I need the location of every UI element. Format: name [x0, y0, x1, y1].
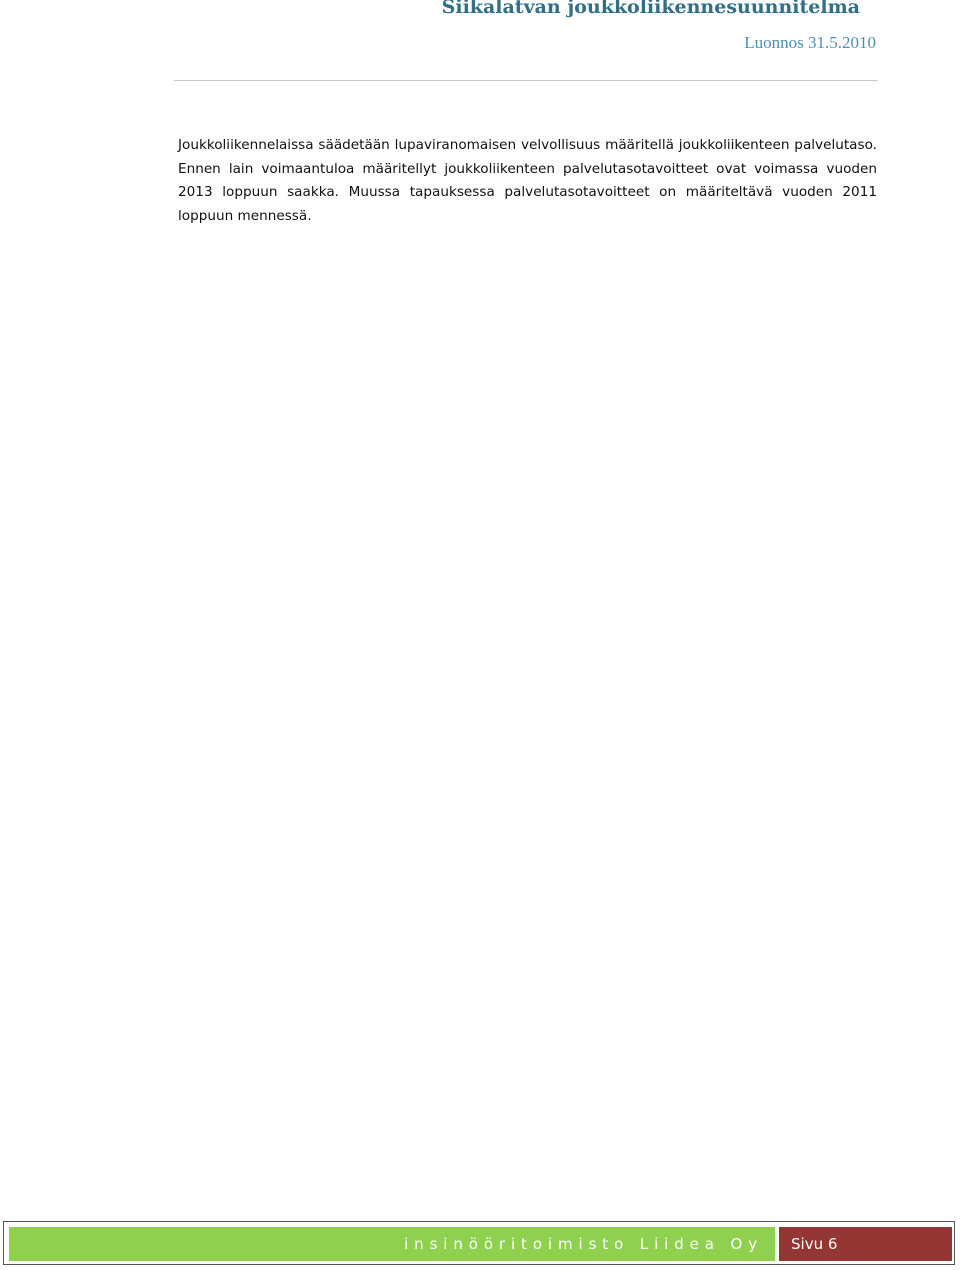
- footer-company-bar: [9, 1227, 775, 1261]
- header-divider: [174, 80, 878, 81]
- footer-page-bar: [779, 1227, 952, 1261]
- document-version: Luonnos 31.5.2010: [744, 33, 876, 52]
- body-paragraph: Joukkoliikennelaissa säädetään lupaviranomaisen velvollisuus määritellä joukkoliikenteen palvelutaso. Ennen lain voimaantuloa määritellyt joukkoliikenteen palvelutasotavoitteet ovat voimassa vuoden 2013 loppuun saakka. Muussa tapauksessa palvelutasotavoitteet on määriteltävä vuoden 2011 loppuun mennessä.: [178, 137, 877, 224]
- page-number: Sivu 6: [791, 1235, 838, 1253]
- document-title: Siikalatvan joukkoliikennesuunnitelma: [441, 0, 860, 18]
- footer-company-name: insinööritoimisto Liidea Oy: [404, 1235, 763, 1253]
